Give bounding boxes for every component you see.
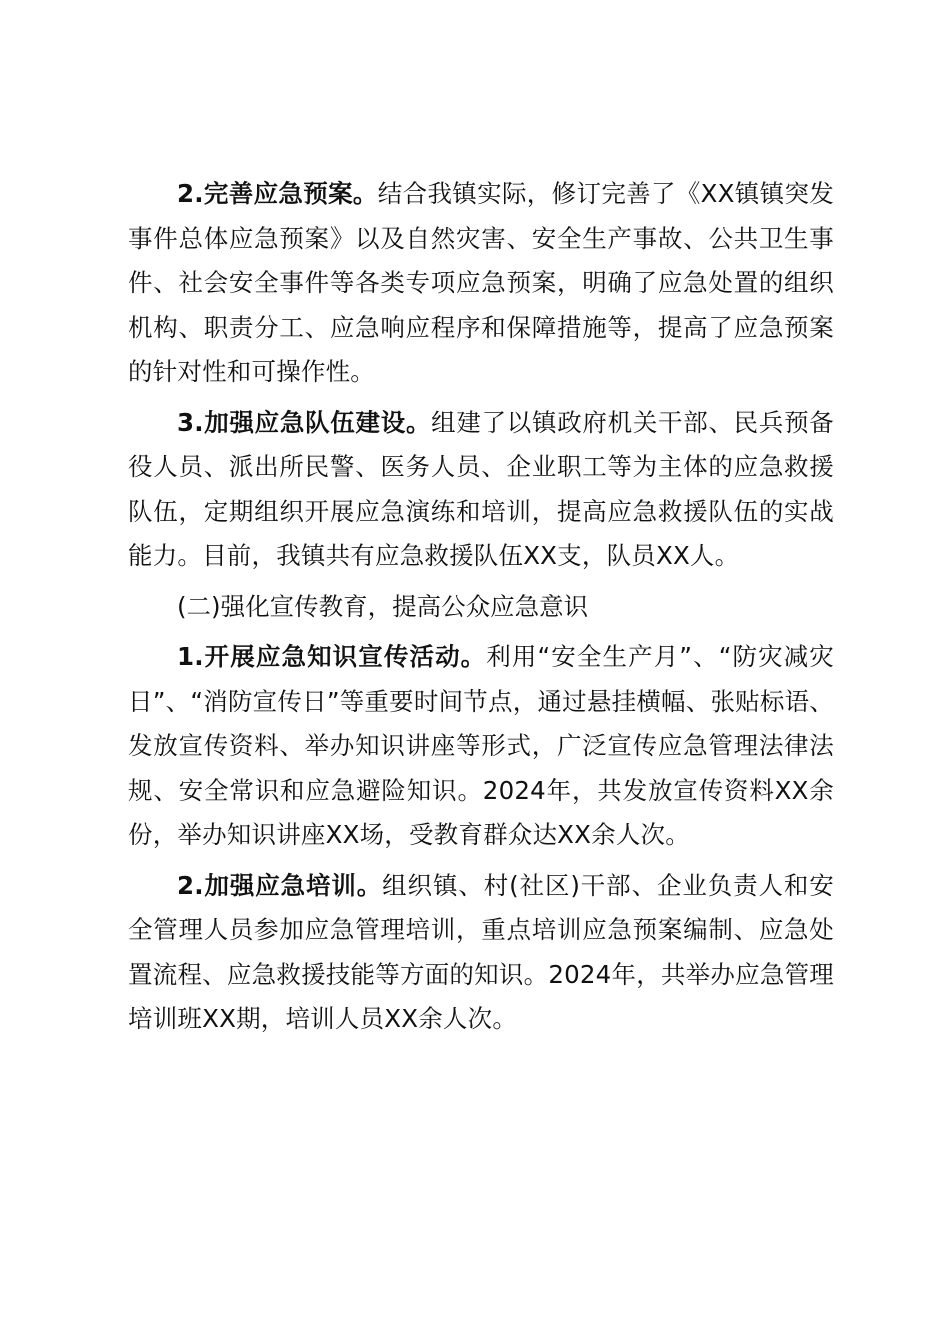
document-body bbox=[128, 172, 834, 1048]
paragraph-text: 组织镇、村(社区)干部、企业负责人和安全管理人员参加应急管理培训，重点培训应急预案编制、应急处置流程、应急救援技能等方面的知识。2024年，共举办应急管理培训班XX期，培训人员XX余人次。 bbox=[128, 870, 834, 1033]
paragraph-emergency-plan bbox=[128, 172, 834, 395]
section-heading: (二)强化宣传教育，提高公众应急意识 bbox=[177, 591, 589, 621]
paragraph-publicity bbox=[128, 635, 834, 858]
paragraph-team-building bbox=[128, 401, 834, 579]
paragraph-text: 组建了以镇政府机关干部、民兵预备役人员、派出所民警、医务人员、企业职工等为主体的应急救援队伍，定期组织开展应急演练和培训，提高应急救援队伍的实战能力。目前，我镇共有应急救援队伍XX支，队员XX人。 bbox=[128, 407, 834, 570]
paragraph-lead: 2.加强应急培训。 bbox=[177, 870, 383, 900]
paragraph-training bbox=[128, 864, 834, 1042]
paragraph-lead: 2.完善应急预案。 bbox=[177, 179, 378, 208]
paragraph-lead: 1.开展应急知识宣传活动。 bbox=[177, 642, 487, 671]
paragraph-text: 利用“安全生产月”、“防灾减灾日”、“消防宣传日”等重要时间节点，通过悬挂横幅、张贴标语、发放宣传资料、举办知识讲座等形式，广泛宣传应急管理法律法规、安全常识和应急避险知识。2024年，共发放宣传资料XX余份，举办知识讲座XX场，受教育群众达XX余人次。 bbox=[128, 642, 835, 849]
paragraph-text: 结合我镇实际，修订完善了《XX镇镇突发事件总体应急预案》以及自然灾害、安全生产事故、公共卫生事件、社会安全事件等各类专项应急预案，明确了应急处置的组织机构、职责分工、应急响应程序和保障措施等，提高了应急预案的针对性和可操作性。 bbox=[128, 179, 834, 386]
paragraph-lead: 3.加强应急队伍建设。 bbox=[177, 407, 432, 437]
